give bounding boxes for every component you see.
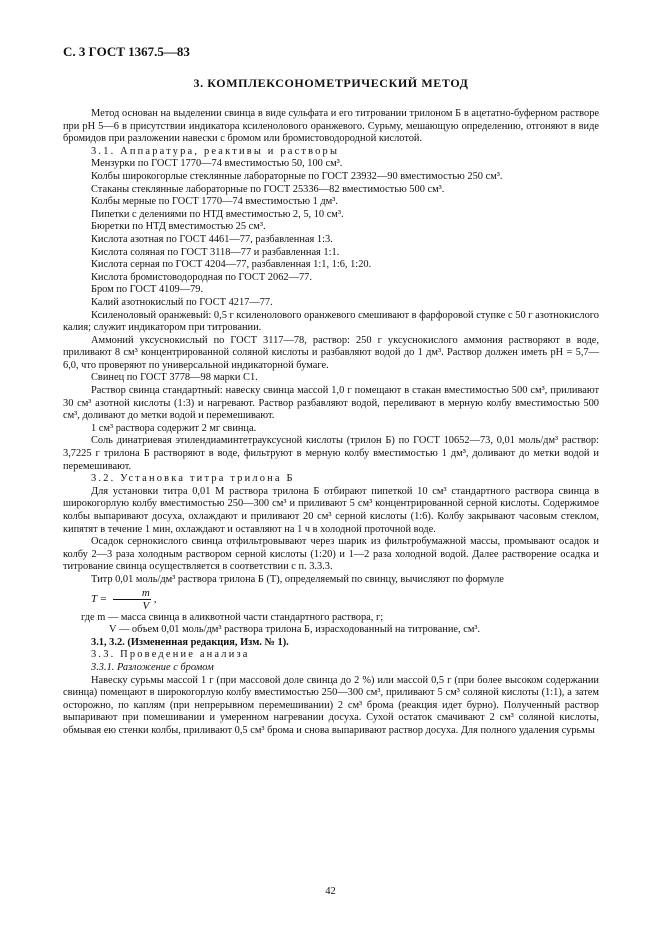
page-header: С. 3 ГОСТ 1367.5—83 xyxy=(63,44,190,59)
list-item: Аммоний уксуснокислый по ГОСТ 3117—78, раствор: 250 г уксуснокислого аммония растворяют в воде, приливают 8 см³ концентрированной соляной кислоты и разбавляют водой до 1 дм³. Раствор должен иметь рН = 5,7—6,0, что проверяют по универсальной индикаторной бумаге. xyxy=(63,334,599,371)
formula-numerator: m xyxy=(113,587,151,600)
list-item: Свинец по ГОСТ 3778—98 марки С1. xyxy=(91,372,258,384)
subsection-heading: 3.3. Проведение анализа xyxy=(91,649,250,661)
body-paragraph: Осадок сернокислого свинца отфильтровывают через шарик из фильтробумажной массы, промывают осадок и колбу 2—3 раза холодным раствором серной кислоты (1:20) и 1—2 раза холодной водой. Далее растворение осадка и титрование свинца осуществляется в соответствии с п. 3.3.3. xyxy=(63,536,599,573)
formula-denominator: V xyxy=(142,599,150,612)
list-item: Бром по ГОСТ 4109—79. xyxy=(91,284,204,296)
subsection-heading-italic: 3.3.1. Разложение с бромом xyxy=(91,661,214,673)
document-body xyxy=(63,108,599,738)
list-item: Ксиленоловый оранжевый: 0,5 г ксиленолового оранжевого смешивают в фарфоровой ступке с 50 г азотнокислого калия; служит индикатором при титровании. xyxy=(63,309,599,334)
list-item: Пипетки с делениями по НТД вместимостью 2, 5, 10 см³. xyxy=(91,208,344,220)
list-item: Кислота азотная по ГОСТ 4461—77, разбавленная 1:3. xyxy=(91,233,333,245)
amendment-note: 3.1, 3.2. (Измененная редакция, Изм. № 1). xyxy=(91,636,289,648)
list-item: Кислота бромистоводородная по ГОСТ 2062—77. xyxy=(91,271,312,283)
formula-where-v: V — объем 0,01 моль/дм³ раствора трилона Б, израсходованный на титрование, см³. xyxy=(109,624,481,636)
list-item: Калий азотнокислый по ГОСТ 4217—77. xyxy=(91,296,273,308)
section-title: 3. КОМПЛЕКСОНОМЕТРИЧЕСКИЙ МЕТОД xyxy=(193,76,469,90)
list-item: Мензурки по ГОСТ 1770—74 вместимостью 50, 100 см³. xyxy=(91,158,343,170)
titer-formula xyxy=(63,587,599,612)
intro-paragraph: Метод основан на выделении свинца в виде сульфата и его титровании трилоном Б в ацетатно-буферном растворе при рН 5—6 в присутствии индикатора ксиленолового оранжевого. Сурьму, мешающую определению, отгоняют в виде бромидов при разложении навески с бромом или бромистоводородной кислотой. xyxy=(63,108,599,145)
list-item: Соль динатриевая этилендиаминтетрауксусной кислоты (трилон Б) по ГОСТ 10652—73, 0,01 моль/дм³ раствор: 3,7225 г трилона Б растворяют в воде, фильтруют в мерную колбу вместимостью 1 дм³, доливают до метки водой и перемешивают. xyxy=(63,435,599,472)
list-item: Раствор свинца стандартный: навеску свинца массой 1,0 г помещают в стакан вместимостью 500 см³, приливают 30 см³ азотной кислоты (1:3) и нагревают. Раствор разбавляют водой, переливают в мерную колбу вместимостью 500 см³, доливают до метки водой и перемешивают. xyxy=(63,385,599,422)
body-paragraph: Навеску сурьмы массой 1 г (при массовой доле свинца до 2 %) или массой 0,5 г (при более высоком содержании свинца) помещают в широкогорлую колбу вместимостью 250—300 см³, приливают 5 см³ соляной кислоты (1:1), а затем осторожно, по каплям (при непрерывном перемешивании) 2 см³ брома (реакция идет бурно). Полученный раствор выпаривают при помешивании и умеренном нагревании досуха. Сухой остаток смачивают 2 см³ соляной кислоты, обмывая ею стенки колбы, приливают 0,5 см³ брома и снова выпаривают раствор досуха. Для полного удаления сурьмы xyxy=(63,674,599,736)
subsection-heading: 3.2. Установка титра трилона Б xyxy=(91,473,295,485)
list-item: Кислота соляная по ГОСТ 3118—77 и разбавленная 1:1. xyxy=(91,246,340,258)
formula-fraction xyxy=(113,587,151,612)
formula-tail: , xyxy=(153,592,157,605)
formula-where-m: где m — масса свинца в аликвотной части стандартного раствора, г; xyxy=(81,611,384,623)
list-item: Кислота серная по ГОСТ 4204—77, разбавленная 1:1, 1:6, 1:20. xyxy=(91,259,372,271)
subsection-heading: 3.1. Аппаратура, реактивы и растворы xyxy=(91,145,340,157)
formula-lhs: T = xyxy=(91,592,108,605)
list-item: Колбы широкогорлые стеклянные лабораторные по ГОСТ 23932—90 вместимостью 250 см³. xyxy=(91,170,503,182)
body-paragraph: Титр 0,01 моль/дм³ раствора трилона Б (Т), определяемый по свинцу, вычисляют по формуле xyxy=(91,573,504,585)
list-item: Колбы мерные по ГОСТ 1770—74 вместимостью 1 дм³. xyxy=(91,196,338,208)
page-number: 42 xyxy=(325,886,336,897)
list-item: Стаканы стеклянные лабораторные по ГОСТ 25336—82 вместимостью 500 см³. xyxy=(91,183,445,195)
body-paragraph: Для установки титра 0,01 М раствора трилона Б отбирают пипеткой 10 см³ стандартного раствора свинца в широкогорлую колбу вместимостью 250—300 см³ и приливают 5 см³ концентрированной серной кислоты. Содержимое колбы выпаривают досуха, охлаждают и приливают 20 см³ серной кислоты (1:6). Колбу закрывают часовым стеклом, кипятят в течение 1 мин, охлаждают и оставляют на 1 ч в холодной проточной воде. xyxy=(63,485,599,535)
list-item: 1 см³ раствора содержит 2 мг свинца. xyxy=(91,422,257,434)
list-item: Бюретки по НТД вместимостью 25 см³. xyxy=(91,221,266,233)
